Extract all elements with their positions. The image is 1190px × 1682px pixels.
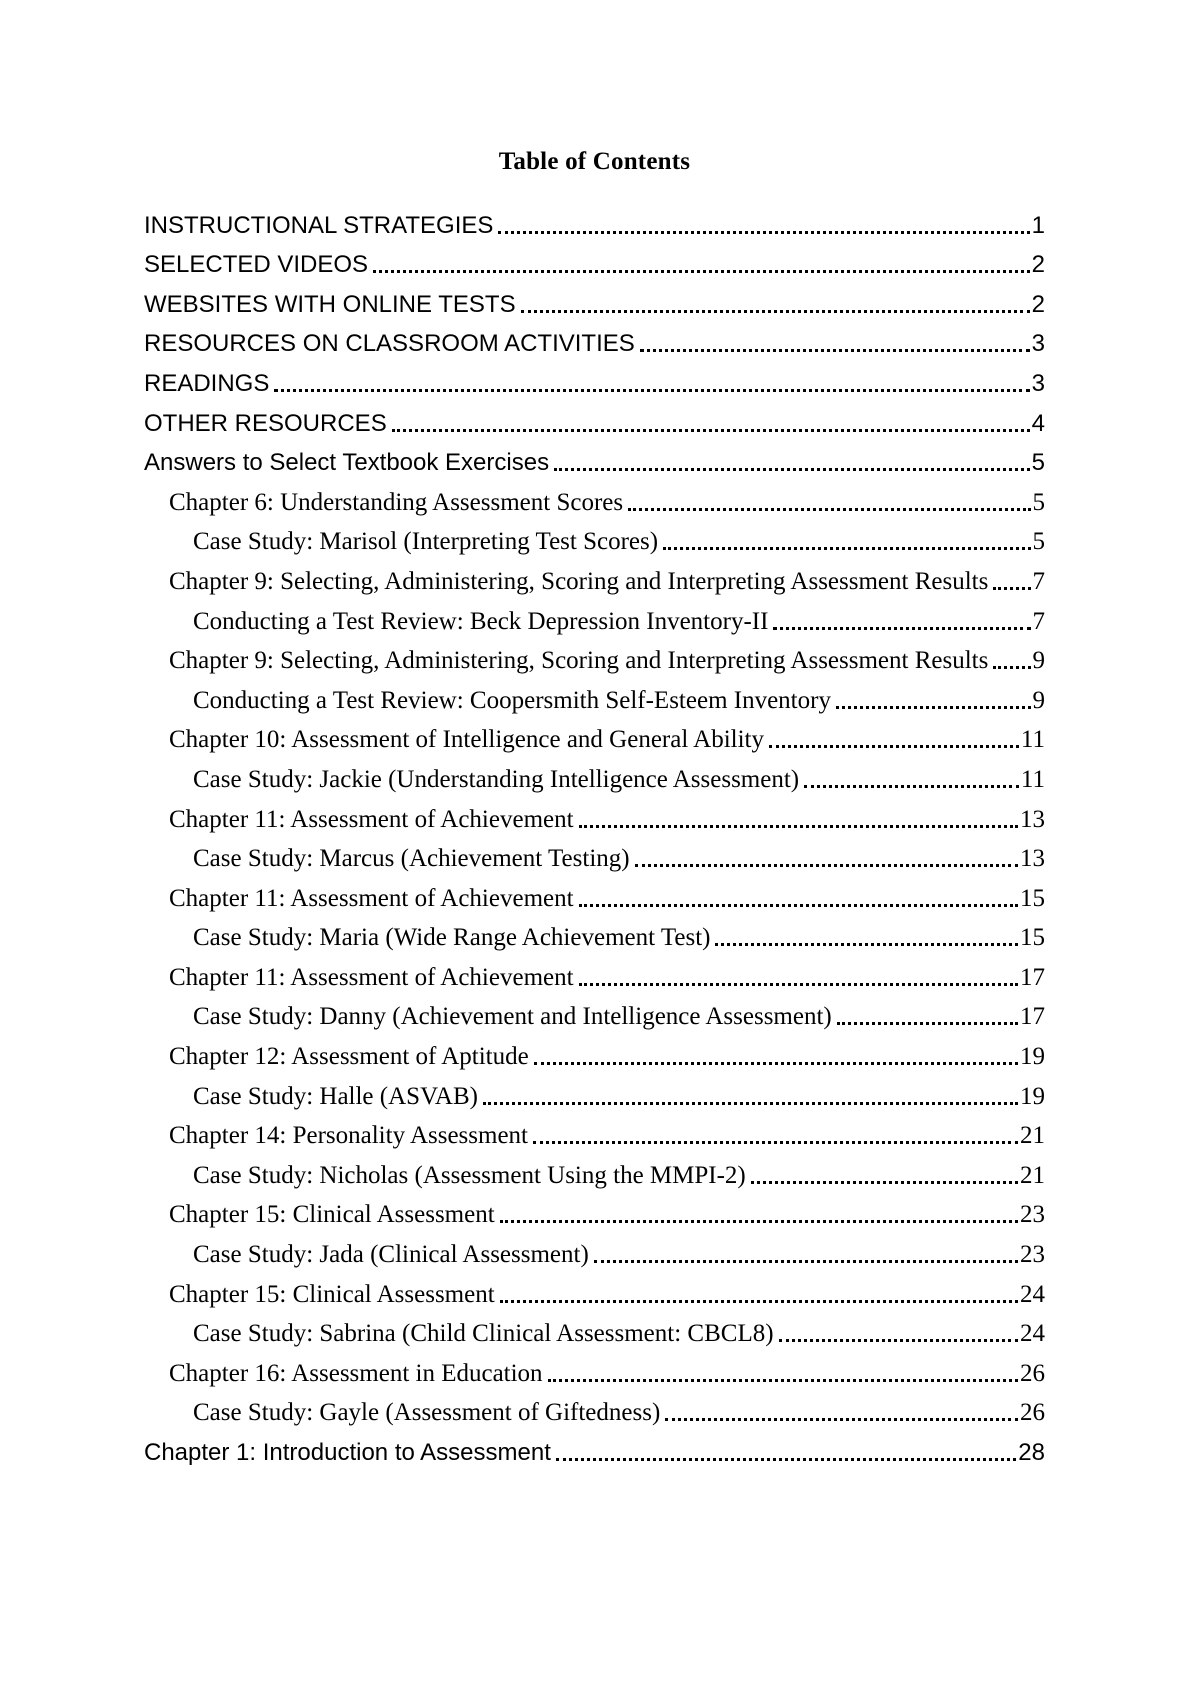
toc-entry: [144, 1031, 1045, 1071]
toc-entry-page-number: 1: [1031, 211, 1045, 239]
toc-entry: [144, 477, 1045, 517]
toc-entry-page-number: 3: [1031, 330, 1045, 358]
toc-entry-title: Chapter 14: Personality Assessment: [169, 1122, 528, 1150]
dot-leader: [533, 1141, 1018, 1144]
dot-leader: [779, 1339, 1018, 1342]
toc-entry-page-number: 11: [1020, 765, 1045, 793]
dot-leader: [534, 1062, 1018, 1065]
toc-entry-title: SELECTED VIDEOS: [144, 251, 369, 279]
toc-entry-title: OTHER RESOURCES: [144, 409, 387, 437]
toc-entry-title: Case Study: Maria (Wide Range Achievement Test): [193, 924, 711, 952]
toc-entry-page-number: 28: [1018, 1439, 1045, 1466]
toc-entry: [144, 1150, 1045, 1190]
toc-entry: [144, 834, 1045, 874]
dot-leader: [640, 349, 1030, 352]
toc-entry-title: Chapter 12: Assessment of Aptitude: [169, 1043, 529, 1071]
toc-entry-title: Case Study: Jada (Clinical Assessment): [193, 1241, 589, 1269]
dot-leader: [751, 1181, 1018, 1184]
toc-entry-page-number: 17: [1020, 1003, 1045, 1031]
toc-entry-title: Case Study: Nicholas (Assessment Using the MMPI-2): [193, 1161, 746, 1189]
toc-entry-page-number: 17: [1020, 963, 1045, 991]
dot-leader: [837, 1022, 1018, 1025]
dot-leader: [483, 1102, 1018, 1105]
dot-leader: [579, 825, 1018, 828]
toc-entry-title: Case Study: Marisol (Interpreting Test Scores): [193, 528, 659, 556]
dot-leader: [556, 1458, 1016, 1461]
dot-leader: [594, 1260, 1018, 1263]
toc-entry-page-number: 15: [1020, 884, 1045, 912]
toc-entry-page-number: 24: [1020, 1280, 1045, 1308]
toc-entry-title: Chapter 9: Selecting, Administering, Scoring and Interpreting Assessment Results: [169, 567, 989, 595]
toc-entry-title: WEBSITES WITH ONLINE TESTS: [144, 290, 516, 318]
toc-entry: [144, 794, 1045, 834]
dot-leader: [993, 587, 1030, 590]
toc-entry-title: Chapter 11: Assessment of Achievement: [169, 884, 574, 912]
toc-entry: [144, 1190, 1045, 1230]
toc-entry: [144, 1071, 1045, 1111]
toc-entry-title: Chapter 16: Assessment in Education: [169, 1359, 543, 1387]
toc-entry-page-number: 13: [1020, 805, 1045, 833]
dot-leader: [274, 389, 1029, 392]
dot-leader: [373, 270, 1030, 273]
toc-entry: [144, 913, 1045, 953]
dot-leader: [993, 666, 1030, 669]
toc-entry-page-number: 2: [1031, 251, 1045, 279]
toc-entry: [144, 517, 1045, 557]
dot-leader: [548, 1379, 1018, 1382]
toc-entry: [144, 438, 1045, 478]
toc-entry-page-number: 24: [1020, 1320, 1045, 1348]
dot-leader: [715, 943, 1018, 946]
toc-entry: [144, 1388, 1045, 1428]
toc-entry-title: Conducting a Test Review: Coopersmith Self-Esteem Inventory: [193, 686, 831, 714]
dot-leader: [769, 745, 1019, 748]
toc-entry-title: Chapter 15: Clinical Assessment: [169, 1201, 495, 1229]
dot-leader: [498, 231, 1029, 234]
dot-leader: [500, 1220, 1018, 1223]
toc-entry-page-number: 23: [1020, 1201, 1045, 1229]
dot-leader: [500, 1300, 1018, 1303]
toc-entry-page-number: 26: [1020, 1399, 1045, 1427]
toc-entry-title: Chapter 11: Assessment of Achievement: [169, 963, 574, 991]
toc-entry-title: INSTRUCTIONAL STRATEGIES: [144, 211, 494, 239]
toc-entry-title: Case Study: Sabrina (Child Clinical Assessment: CBCL8): [193, 1320, 774, 1348]
toc-entry-page-number: 7: [1032, 607, 1045, 635]
toc-entry-title: Chapter 10: Assessment of Intelligence and General Ability: [169, 726, 764, 754]
toc-entry-title: Chapter 9: Selecting, Administering, Scoring and Interpreting Assessment Results: [169, 647, 989, 675]
toc-entry-page-number: 7: [1032, 567, 1045, 595]
dot-leader: [804, 785, 1019, 788]
toc-entry: [144, 358, 1045, 398]
toc-entry-title: Case Study: Marcus (Achievement Testing): [193, 845, 630, 873]
toc-entry-page-number: 5: [1032, 528, 1045, 556]
toc-entry: [144, 715, 1045, 755]
dot-leader: [635, 864, 1018, 867]
dot-leader: [663, 547, 1030, 550]
toc-entry-title: RESOURCES ON CLASSROOM ACTIVITIES: [144, 330, 635, 358]
toc-entry: [144, 596, 1045, 636]
toc-entry-title: Chapter 15: Clinical Assessment: [169, 1280, 495, 1308]
toc-entry: [144, 556, 1045, 596]
toc-entry: [144, 200, 1045, 240]
toc-entry-page-number: 9: [1032, 647, 1045, 675]
toc-entry: [144, 319, 1045, 359]
toc-entry: [144, 1309, 1045, 1349]
toc-entry-page-number: 15: [1020, 924, 1045, 952]
dot-leader: [579, 983, 1018, 986]
toc-entry: [144, 952, 1045, 992]
toc-entry: [144, 1269, 1045, 1309]
toc-entry: [144, 873, 1045, 913]
toc-entry-page-number: 5: [1032, 488, 1045, 516]
toc-entry-page-number: 2: [1031, 290, 1045, 318]
dot-leader: [392, 429, 1030, 432]
toc-entry-page-number: 13: [1020, 845, 1045, 873]
dot-leader: [665, 1418, 1018, 1421]
toc-entry-title: Answers to Select Textbook Exercises: [144, 449, 550, 477]
toc-entry-page-number: 21: [1020, 1161, 1045, 1189]
dot-leader: [554, 468, 1030, 471]
dot-leader: [773, 627, 1030, 630]
toc-entry-title: READINGS: [144, 369, 270, 397]
toc-entry-title: Chapter 6: Understanding Assessment Scores: [169, 488, 624, 516]
dot-leader: [628, 508, 1030, 511]
toc-entry-page-number: 26: [1020, 1359, 1045, 1387]
toc-entry: [144, 1348, 1045, 1388]
toc-entry: [144, 240, 1045, 280]
toc-entry-page-number: 9: [1032, 686, 1045, 714]
toc-entry: [144, 1229, 1045, 1269]
toc-entry-page-number: 11: [1020, 726, 1045, 754]
toc-entry-title: Case Study: Gayle (Assessment of Giftedness): [193, 1399, 661, 1427]
toc-entry: [144, 754, 1045, 794]
toc-entry-page-number: 19: [1020, 1082, 1045, 1110]
toc-entry-title: Case Study: Danny (Achievement and Intelligence Assessment): [193, 1003, 832, 1031]
toc-entry-page-number: 5: [1031, 449, 1045, 477]
toc-entry: [144, 1111, 1045, 1151]
toc-entry-page-number: 23: [1020, 1241, 1045, 1269]
toc-entry-page-number: 4: [1031, 409, 1045, 437]
toc-entry-page-number: 3: [1031, 369, 1045, 397]
dot-leader: [836, 706, 1031, 709]
toc-entry-title: Chapter 11: Assessment of Achievement: [169, 805, 574, 833]
toc-entry-page-number: 19: [1020, 1043, 1045, 1071]
dot-leader: [579, 904, 1018, 907]
toc-entry: [144, 398, 1045, 438]
toc-entry-title: Conducting a Test Review: Beck Depression Inventory-II: [193, 607, 769, 635]
toc-entry: [144, 636, 1045, 676]
toc-entry-title: Case Study: Jackie (Understanding Intelligence Assessment): [193, 765, 800, 793]
table-of-contents: [144, 200, 1045, 1467]
toc-entry: [144, 1427, 1045, 1467]
toc-entry: [144, 675, 1045, 715]
toc-entry: [144, 279, 1045, 319]
toc-entry-title: Chapter 1: Introduction to Assessment: [144, 1439, 551, 1466]
toc-entry-title: Case Study: Halle (ASVAB): [193, 1082, 478, 1110]
toc-entry-page-number: 21: [1020, 1122, 1045, 1150]
toc-entry: [144, 992, 1045, 1032]
page-title: Table of Contents: [498, 148, 691, 175]
dot-leader: [521, 310, 1030, 313]
